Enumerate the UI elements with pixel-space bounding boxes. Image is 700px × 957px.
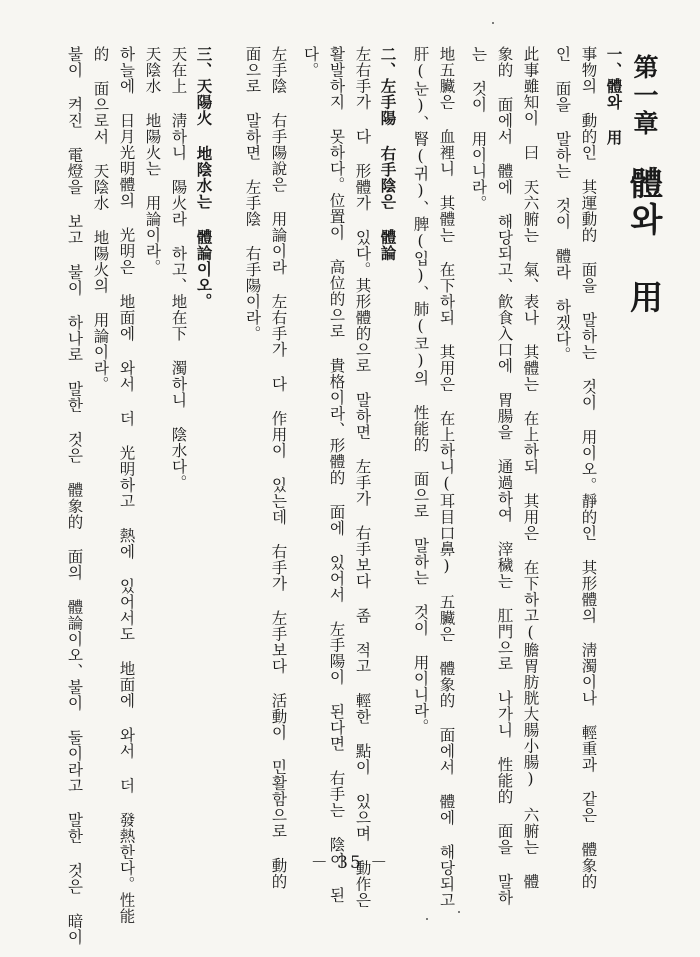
text-column: 다。 xyxy=(301,46,320,78)
chapter-title: 體와 用 xyxy=(625,166,664,316)
section-heading: 二、左手陽 右手陰은 體論 xyxy=(378,46,398,261)
text-column: 地五臟은 血裡니 其體는 在下하되 其用은 在上하니(耳目口鼻) 五臟은 體象的 面에서 體에 해당되고 xyxy=(437,46,456,908)
text-column: 天在上 淸하니 陽火라 하고、地在下 濁하니 陰水다。 xyxy=(169,46,188,491)
text-column: 天陰水 地陽火는 用論이라。 xyxy=(143,46,162,275)
scan-speck xyxy=(492,22,494,24)
text-column: 象的 面에서 體에 해당되고、飮食入口에 胃腸을 通過하여 滓穢는 肛門으로 나가니 性能的 面을 말하 xyxy=(495,46,514,906)
text-column: 활발하지 못하다。位置이 高位的으로 貴格이라、形體的 面에 있어서 左手陽이 된다면 右手는 陰이 된 xyxy=(327,46,346,903)
text-column: 인 面을 말하는 것이 體라 하겠다。 xyxy=(553,46,572,363)
text-column: 此事雖知이 曰 天六腑는 氣、表나 其體는 在上하되 其用은 在下하고(膽胃肪胱大腸小腸) 六腑는 體 xyxy=(521,46,540,890)
text-column: 肝(눈)、腎(귀)、脾(입)、肺(코)의 性能的 面으로 말하는 것이 用이니라。 xyxy=(411,46,430,735)
section-heading: 一、體와 用 xyxy=(604,46,624,146)
text-column: 는 것이 用이니라。 xyxy=(469,46,488,211)
chapter-heading xyxy=(625,54,664,316)
text-column: 事物의 動的인 其運動的 面을 말하는 것이 用이오。靜的인 其形體의 淸濁이나 輕重과 같은 體象的 xyxy=(579,46,598,890)
text-column: 的 面으로서 天陰水 地陽火의 用論이라。 xyxy=(91,46,110,392)
page-number: － 35 － xyxy=(310,853,390,873)
chapter-number: 第一章 xyxy=(630,54,659,138)
text-column: 左右手가 다 形體가 있다。其形體的으로 말하면 左手가 右手보다 좀 적고 輕한 點이 있으며 動作은 xyxy=(353,46,372,908)
scan-speck xyxy=(426,918,428,920)
text-column: 불이 켜진 電燈을 보고 불이 하나로 말한 것은 體象的 面의 體論이오、불이 둘이라고 말한 것은 暗이 xyxy=(65,46,84,945)
text-column: 하늘에 日月光明體의 光明은 地面에 와서 더 光明하고 熱에 있어서도 地面에 와서 더 發熱한다。性能 xyxy=(117,46,136,924)
section-heading: 三、天陽火 地陰水는 體論이오。 xyxy=(194,46,214,309)
scan-speck xyxy=(458,911,460,913)
text-column: 面으로 말하면 左手陰 右手陽이라。 xyxy=(243,46,262,342)
text-column: 左手陰 右手陽說은 用論이라 左右手가 다 作用이 있는데 右手가 左手보다 活動이 민활함으로 動的 xyxy=(269,46,288,890)
